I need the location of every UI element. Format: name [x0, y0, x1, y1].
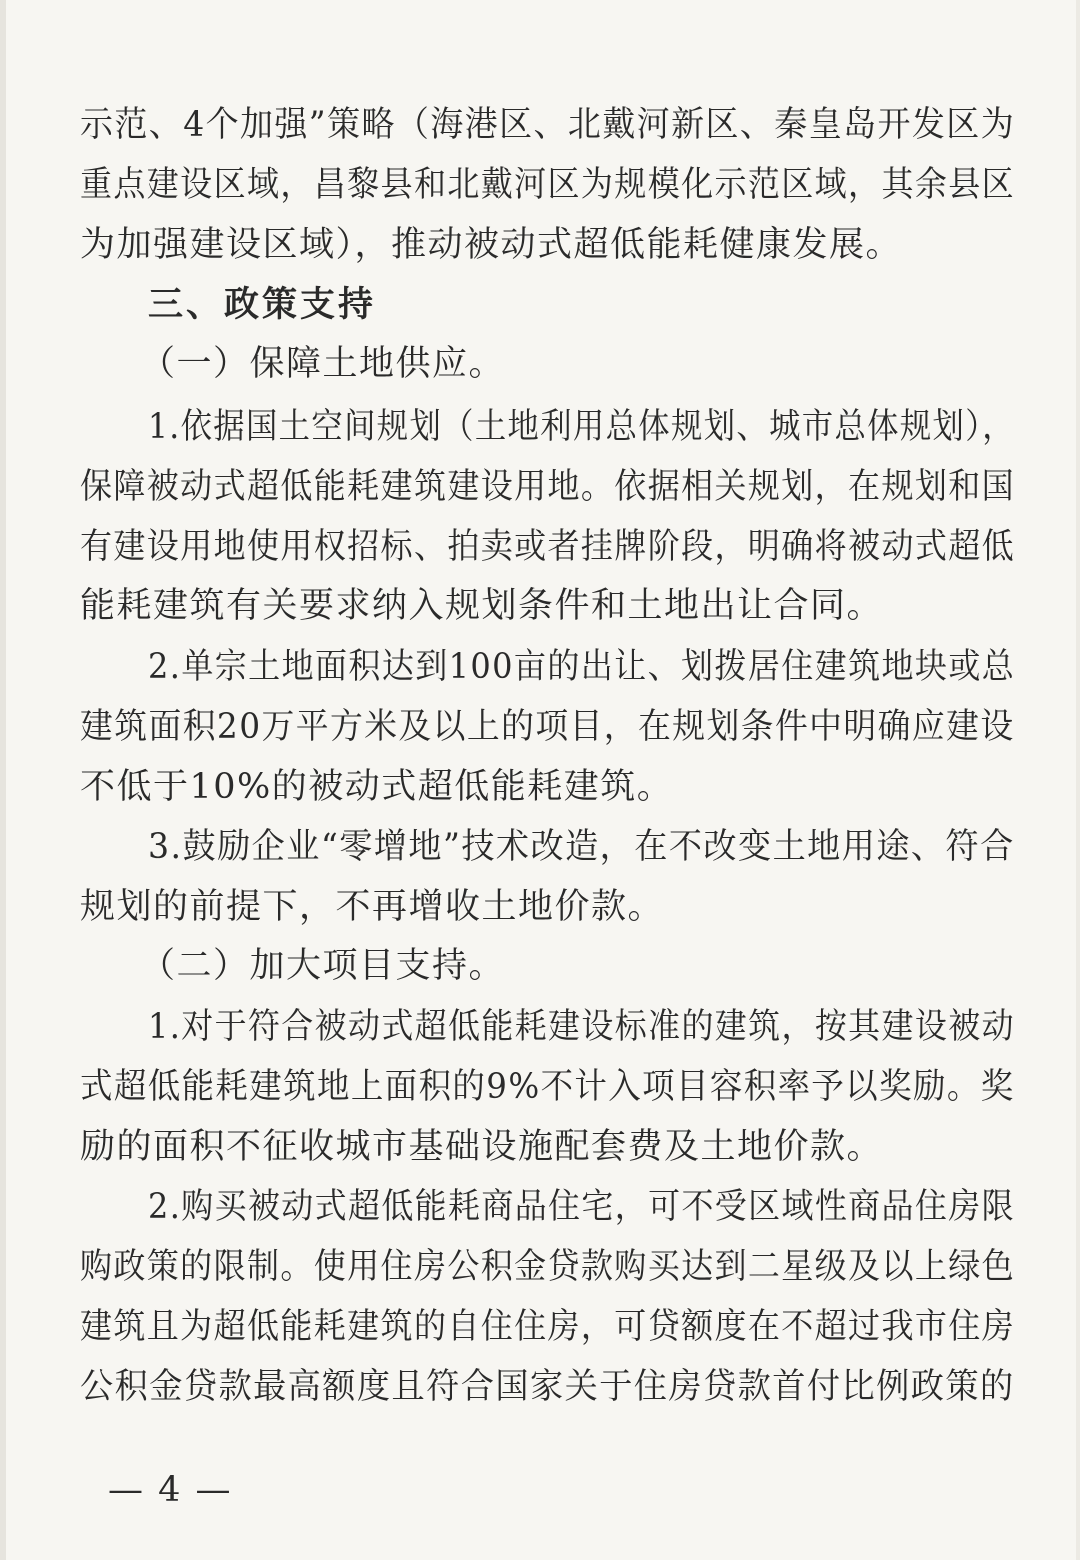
text-line: 建筑面积20万平方米及以上的项目，在规划条件中明确应建设	[80, 707, 1015, 747]
text-line: 为加强建设区域），推动被动式超低能耗健康发展。	[80, 225, 903, 265]
text-line: 2.购买被动式超低能耗商品住宅，可不受区域性商品住房限	[148, 1187, 1015, 1227]
section-heading: 三、政策支持	[148, 285, 377, 325]
text-line: 能耗建筑有关要求纳入规划条件和土地出让合同。	[80, 586, 884, 626]
text-line: 3.鼓励企业“零增地”技术改造，在不改变土地用途、符合	[148, 827, 1015, 867]
text-line: 不低于10%的被动式超低能耗建筑。	[80, 767, 674, 807]
text-line: 示范、4个加强”策略（海港区、北戴河新区、秦皇岛开发区为	[80, 105, 1016, 145]
text-line: 有建设用地使用权招标、拍卖或者挂牌阶段，明确将被动式超低	[80, 527, 1016, 567]
subsection-heading: （二）加大项目支持。	[140, 946, 506, 986]
page-number: — 4 —	[108, 1470, 233, 1510]
text-line: 建筑且为超低能耗建筑的自住住房，可贷额度在不超过我市住房	[80, 1307, 1016, 1347]
text-line: 1.对于符合被动式超低能耗建设标准的建筑，按其建设被动	[148, 1007, 1015, 1047]
text-line: 重点建设区域，昌黎县和北戴河区为规模化示范区域，其余县区	[80, 165, 1016, 205]
text-line: 式超低能耗建筑地上面积的9%不计入项目容积率予以奖励。奖	[80, 1067, 1015, 1107]
text-line: 购政策的限制。使用住房公积金贷款购买达到二星级及以上绿色	[80, 1247, 1016, 1287]
text-line: 2.单宗土地面积达到100亩的出让、划拨居住建筑地块或总	[148, 647, 1016, 687]
text-line: 公积金贷款最高额度且符合国家关于住房贷款首付比例政策的	[80, 1367, 1015, 1407]
text-line: 1.依据国土空间规划（土地利用总体规划、城市总体规划），	[148, 407, 1015, 447]
text-line: 励的面积不征收城市基础设施配套费及土地价款。	[80, 1127, 884, 1167]
text-line: 保障被动式超低能耗建筑建设用地。依据相关规划，在规划和国	[80, 467, 1016, 507]
text-line: 规划的前提下，不再增收土地价款。	[80, 887, 665, 927]
subsection-heading: （一）保障土地供应。	[140, 344, 506, 384]
